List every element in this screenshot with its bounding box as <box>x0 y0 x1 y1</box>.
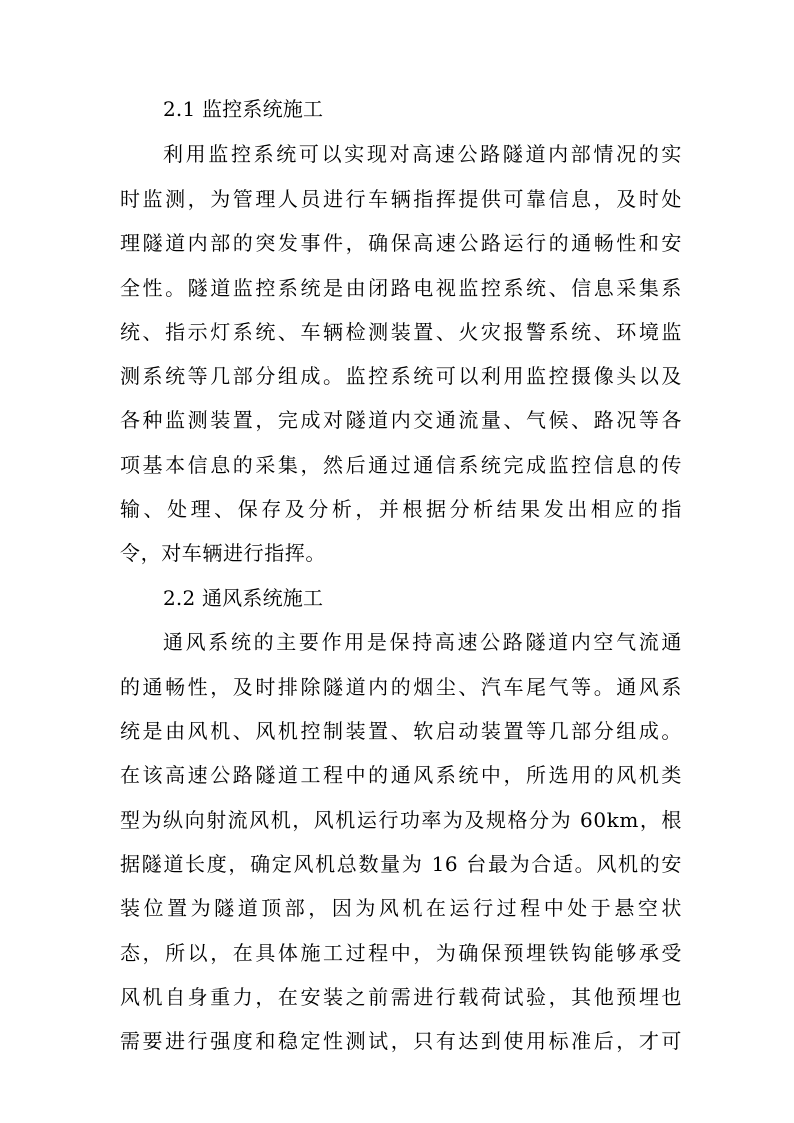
section-heading-monitoring: 2.1 监控系统施工 <box>163 97 324 121</box>
paragraph-line: 令，对车辆进行指挥。 <box>120 541 326 565</box>
paragraph-line: 风机自身重力，在安装之前需进行载荷试验，其他预埋也 <box>120 985 682 1009</box>
paragraph-line: 测系统等几部分组成。监控系统可以利用监控摄像头以及 <box>120 364 682 388</box>
paragraph-line: 据隧道长度，确定风机总数量为 16 台最为合适。风机的安 <box>120 852 682 876</box>
paragraph-line: 时监测，为管理人员进行车辆指挥提供可靠信息，及时处 <box>120 187 682 211</box>
paragraph-line: 统、指示灯系统、车辆检测装置、火灾报警系统、环境监 <box>120 320 682 344</box>
paragraph-line: 项基本信息的采集，然后通过通信系统完成监控信息的传 <box>120 453 682 477</box>
paragraph-line: 装位置为隧道顶部，因为风机在运行过程中处于悬空状 <box>120 896 682 920</box>
paragraph-line: 型为纵向射流风机，风机运行功率为及规格分为 60km，根 <box>120 808 682 832</box>
paragraph-line: 理隧道内部的突发事件，确保高速公路运行的通畅性和安 <box>120 231 682 255</box>
paragraph-line: 输、处理、保存及分析，并根据分析结果发出相应的指 <box>120 497 682 521</box>
paragraph-line: 各种监测装置，完成对隧道内交通流量、气候、路况等各 <box>120 408 682 432</box>
paragraph-line: 全性。隧道监控系统是由闭路电视监控系统、信息采集系 <box>120 276 682 300</box>
paragraph-line: 利用监控系统可以实现对高速公路隧道内部情况的实 <box>163 142 682 166</box>
paragraph-line: 态，所以，在具体施工过程中，为确保预埋铁钩能够承受 <box>120 941 682 965</box>
paragraph-line: 通风系统的主要作用是保持高速公路隧道内空气流通 <box>163 630 682 654</box>
section-heading-ventilation: 2.2 通风系统施工 <box>163 586 324 610</box>
paragraph-line: 在该高速公路隧道工程中的通风系统中，所选用的风机类 <box>120 763 682 787</box>
paragraph-line: 统是由风机、风机控制装置、软启动装置等几部分组成。 <box>120 719 682 743</box>
paragraph-line: 需要进行强度和稳定性测试，只有达到使用标准后，才可 <box>120 1029 682 1053</box>
paragraph-line: 的通畅性，及时排除隧道内的烟尘、汽车尾气等。通风系 <box>120 675 682 699</box>
